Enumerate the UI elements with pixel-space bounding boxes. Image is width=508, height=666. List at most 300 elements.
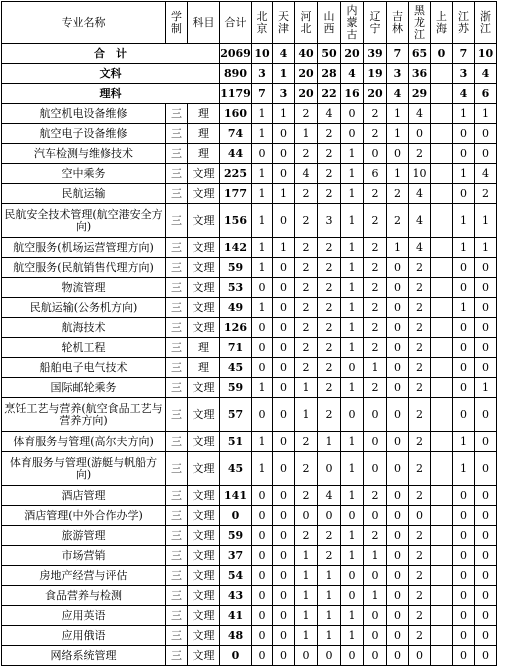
region-value: 0 [318,452,341,486]
region-value: 1 [318,432,341,452]
table-row [2,358,497,378]
row-total: 54 [220,566,252,586]
summary-region-value: 7 [252,84,273,104]
study-length: 三 [166,606,188,626]
region-value [431,238,453,258]
study-length: 三 [166,506,188,526]
region-value: 1 [295,378,318,398]
row-total: 59 [220,378,252,398]
major-name: 航空电子设备维修 [2,124,166,144]
subject-type: 理 [188,124,220,144]
region-value: 2 [364,258,387,278]
region-value: 1 [252,124,273,144]
region-value: 0 [387,626,409,646]
major-name: 食品营养与检测 [2,586,166,606]
region-value: 0 [409,124,431,144]
region-value: 1 [252,184,273,204]
region-value [431,124,453,144]
header-region [364,2,387,44]
region-value: 0 [252,566,273,586]
header-region [295,2,318,44]
region-value: 1 [341,606,364,626]
region-value: 0 [252,506,273,526]
summary-region-value: 6 [475,84,497,104]
region-value [431,626,453,646]
region-value: 0 [273,606,295,626]
table-row [2,646,497,666]
study-length: 三 [166,258,188,278]
region-value: 1 [341,526,364,546]
row-total: 59 [220,258,252,278]
region-value: 1 [341,378,364,398]
summary-row [2,64,497,84]
major-name: 应用俄语 [2,626,166,646]
summary-region-value: 1 [273,64,295,84]
region-value: 0 [453,338,475,358]
summary-region-value: 10 [252,44,273,64]
region-value [431,204,453,238]
study-length: 三 [166,586,188,606]
region-value: 0 [387,432,409,452]
region-value: 2 [409,486,431,506]
region-value: 0 [252,646,273,666]
region-value: 2 [295,258,318,278]
region-value: 0 [364,606,387,626]
region-value: 0 [475,398,497,432]
header-region [431,2,453,44]
region-value: 0 [387,298,409,318]
major-name: 应用英语 [2,606,166,626]
region-value [431,258,453,278]
region-value: 1 [453,432,475,452]
study-length: 三 [166,358,188,378]
subject-type: 文理 [188,526,220,546]
region-value: 0 [341,104,364,124]
subject-type: 文理 [188,626,220,646]
region-value: 0 [341,358,364,378]
region-value: 0 [252,586,273,606]
region-value: 0 [341,566,364,586]
subject-type: 文理 [188,204,220,238]
study-length: 三 [166,278,188,298]
row-total: 126 [220,318,252,338]
study-length: 三 [166,646,188,666]
region-value: 1 [341,238,364,258]
region-value: 0 [273,566,295,586]
header-region-text: 北京 [256,9,268,35]
region-value: 1 [341,258,364,278]
region-value: 0 [273,432,295,452]
region-value: 0 [475,566,497,586]
major-name: 旅游管理 [2,526,166,546]
subject-type: 理 [188,144,220,164]
region-value: 2 [295,318,318,338]
summary-region-value: 3 [252,64,273,84]
row-total: 0 [220,646,252,666]
region-value: 2 [295,486,318,506]
region-value: 1 [453,204,475,238]
region-value: 2 [409,398,431,432]
region-value: 2 [295,144,318,164]
region-value: 0 [387,566,409,586]
region-value [431,646,453,666]
subject-type: 文理 [188,646,220,666]
region-value: 2 [409,606,431,626]
row-total: 141 [220,486,252,506]
region-value: 0 [273,298,295,318]
region-value [431,184,453,204]
summary-region-value: 10 [475,44,497,64]
table-row [2,526,497,546]
region-value: 0 [453,586,475,606]
header-region [387,2,409,44]
region-value: 0 [341,586,364,606]
region-value: 0 [273,506,295,526]
region-value: 0 [273,318,295,338]
region-value: 2 [364,486,387,506]
summary-region-value: 4 [475,64,497,84]
region-value [431,586,453,606]
table-row [2,398,497,432]
row-total: 0 [220,506,252,526]
region-value: 0 [453,526,475,546]
row-total: 160 [220,104,252,124]
table-row [2,452,497,486]
region-value: 0 [475,318,497,338]
region-value: 0 [453,378,475,398]
region-value: 0 [475,526,497,546]
subject-type: 文理 [188,506,220,526]
study-length: 三 [166,104,188,124]
region-value: 1 [252,298,273,318]
table-row [2,298,497,318]
region-value: 3 [318,204,341,238]
region-value: 0 [252,606,273,626]
table-row [2,278,497,298]
summary-region-value: 19 [364,64,387,84]
region-value: 2 [318,238,341,258]
region-value: 1 [273,238,295,258]
major-name: 航空服务(民航销售代理方向) [2,258,166,278]
region-value: 0 [341,646,364,666]
subject-type: 文理 [188,586,220,606]
region-value: 1 [252,432,273,452]
subject-type: 文理 [188,432,220,452]
region-value: 2 [364,298,387,318]
summary-region-value: 3 [453,64,475,84]
region-value: 1 [252,164,273,184]
region-value: 1 [273,104,295,124]
major-name: 民航运输 [2,184,166,204]
region-value: 1 [341,452,364,486]
row-total: 142 [220,238,252,258]
region-value: 0 [453,144,475,164]
region-value: 0 [252,546,273,566]
subject-type: 文理 [188,486,220,506]
region-value: 0 [475,144,497,164]
region-value: 2 [409,338,431,358]
region-value: 0 [252,486,273,506]
header-region-text: 浙江 [480,9,491,35]
region-value: 1 [364,546,387,566]
region-value: 1 [387,238,409,258]
summary-label: 文科 [2,64,220,84]
region-value: 2 [364,278,387,298]
region-value: 0 [364,506,387,526]
region-value: 2 [295,298,318,318]
region-value: 2 [409,258,431,278]
region-value: 2 [295,432,318,452]
region-value: 0 [453,626,475,646]
header-region-text: 辽宁 [369,9,381,35]
region-value: 0 [475,646,497,666]
region-value: 1 [387,164,409,184]
region-value: 1 [341,338,364,358]
region-value: 0 [453,318,475,338]
major-name: 烹饪工艺与营养(航空食品工艺与营养方向) [2,398,166,432]
subject-type: 理 [188,104,220,124]
region-value: 0 [252,318,273,338]
region-value [431,452,453,486]
summary-region-value: 39 [364,44,387,64]
region-value: 1 [318,566,341,586]
table-row [2,144,497,164]
region-value: 0 [387,398,409,432]
region-value: 1 [387,104,409,124]
region-value: 2 [318,398,341,432]
subject-type: 文理 [188,606,220,626]
summary-region-value: 3 [273,84,295,104]
region-value: 0 [252,144,273,164]
table-row [2,566,497,586]
table-row [2,258,497,278]
region-value: 2 [295,452,318,486]
table-row [2,506,497,526]
header-region-text: 吉林 [392,9,403,35]
major-name: 网络系统管理 [2,646,166,666]
summary-region-value [431,64,453,84]
major-name: 民航安全技术管理(航空港安全方向) [2,204,166,238]
region-value: 1 [252,238,273,258]
study-length: 三 [166,432,188,452]
summary-region-value: 22 [318,84,341,104]
region-value: 2 [318,124,341,144]
subject-type: 文理 [188,318,220,338]
study-length: 三 [166,566,188,586]
region-value: 0 [252,338,273,358]
region-value: 0 [364,626,387,646]
region-value: 0 [364,144,387,164]
region-value: 1 [341,204,364,238]
region-value: 0 [475,586,497,606]
region-value: 2 [318,526,341,546]
region-value: 0 [387,452,409,486]
region-value: 2 [409,546,431,566]
region-value: 2 [409,358,431,378]
region-value: 2 [364,104,387,124]
table-row [2,238,497,258]
region-value: 0 [318,506,341,526]
summary-region-value: 65 [409,44,431,64]
summary-region-value: 7 [387,44,409,64]
region-value: 0 [273,378,295,398]
table-row [2,486,497,506]
region-value: 4 [295,164,318,184]
study-length: 三 [166,238,188,258]
region-value: 2 [387,204,409,238]
summary-region-value: 50 [318,44,341,64]
header-length [166,2,188,44]
region-value: 0 [475,338,497,358]
region-value: 0 [273,586,295,606]
region-value: 0 [341,506,364,526]
region-value: 1 [295,606,318,626]
table-row [2,606,497,626]
region-value [431,338,453,358]
row-total: 53 [220,278,252,298]
region-value: 0 [364,566,387,586]
region-value: 0 [273,646,295,666]
region-value: 2 [318,358,341,378]
region-value: 2 [409,586,431,606]
region-value: 1 [475,238,497,258]
region-value: 1 [295,626,318,646]
region-value: 2 [475,184,497,204]
study-length: 三 [166,298,188,318]
region-value: 0 [318,646,341,666]
region-value: 1 [295,398,318,432]
summary-region-value: 20 [295,64,318,84]
region-value: 0 [273,526,295,546]
region-value: 0 [273,486,295,506]
region-value: 0 [453,124,475,144]
header-length-text: 学制 [171,9,182,35]
region-value: 2 [409,566,431,586]
region-value: 0 [453,546,475,566]
region-value: 1 [453,298,475,318]
region-value: 2 [295,238,318,258]
major-name: 市场营销 [2,546,166,566]
row-total: 48 [220,626,252,646]
major-name: 酒店管理(中外合作办学) [2,506,166,526]
region-value: 2 [295,358,318,378]
region-value: 4 [318,104,341,124]
region-value: 0 [475,626,497,646]
region-value: 2 [295,204,318,238]
region-value: 4 [409,184,431,204]
summary-region-value: 20 [295,84,318,104]
region-value [431,358,453,378]
region-value: 0 [475,278,497,298]
region-value: 1 [453,452,475,486]
summary-region-value: 36 [409,64,431,84]
region-value: 2 [318,546,341,566]
major-name: 空中乘务 [2,164,166,184]
study-length: 三 [166,526,188,546]
summary-region-value: 0 [431,44,453,64]
major-name: 航空机电设备维修 [2,104,166,124]
major-name: 航海技术 [2,318,166,338]
enrollment-plan-table [1,1,497,666]
region-value: 0 [475,298,497,318]
region-value: 2 [409,432,431,452]
region-value: 1 [475,204,497,238]
study-length: 三 [166,144,188,164]
region-value: 1 [475,378,497,398]
region-value: 1 [252,452,273,486]
table-row [2,104,497,124]
summary-region-value: 7 [453,44,475,64]
subject-type: 文理 [188,164,220,184]
region-value [431,432,453,452]
region-value: 0 [475,486,497,506]
region-value: 1 [318,606,341,626]
region-value: 0 [453,258,475,278]
row-total: 49 [220,298,252,318]
region-value: 0 [475,258,497,278]
row-total: 37 [220,546,252,566]
region-value [431,298,453,318]
table-row [2,546,497,566]
region-value: 4 [409,238,431,258]
header-region-text: 江苏 [458,9,469,35]
region-value: 1 [475,104,497,124]
region-value: 1 [295,124,318,144]
summary-region-value: 4 [387,84,409,104]
region-value: 0 [453,358,475,378]
major-name: 体育服务与管理(高尔夫方向) [2,432,166,452]
region-value: 0 [409,506,431,526]
region-value: 2 [318,164,341,184]
table-row [2,338,497,358]
region-value: 0 [453,566,475,586]
header-row [2,2,497,44]
region-value: 4 [475,164,497,184]
region-value: 2 [318,144,341,164]
region-value: 2 [409,318,431,338]
region-value: 0 [475,506,497,526]
region-value: 0 [252,398,273,432]
region-value: 0 [387,258,409,278]
region-value: 0 [273,452,295,486]
header-region [252,2,273,44]
row-total: 156 [220,204,252,238]
region-value: 2 [409,626,431,646]
region-value: 2 [409,526,431,546]
table-row [2,318,497,338]
region-value: 0 [295,646,318,666]
summary-label: 理科 [2,84,220,104]
region-value: 2 [295,338,318,358]
summary-row [2,44,497,64]
subject-type: 文理 [188,278,220,298]
region-value [431,144,453,164]
study-length: 三 [166,378,188,398]
row-total: 41 [220,606,252,626]
study-length: 三 [166,318,188,338]
subject-type: 文理 [188,258,220,278]
region-value: 0 [273,626,295,646]
study-length: 三 [166,124,188,144]
subject-type: 文理 [188,566,220,586]
region-value: 2 [364,184,387,204]
region-value: 0 [364,452,387,486]
region-value [431,486,453,506]
summary-region-value: 4 [341,64,364,84]
summary-label: 合 计 [2,44,220,64]
region-value: 1 [295,586,318,606]
header-region [341,2,364,44]
